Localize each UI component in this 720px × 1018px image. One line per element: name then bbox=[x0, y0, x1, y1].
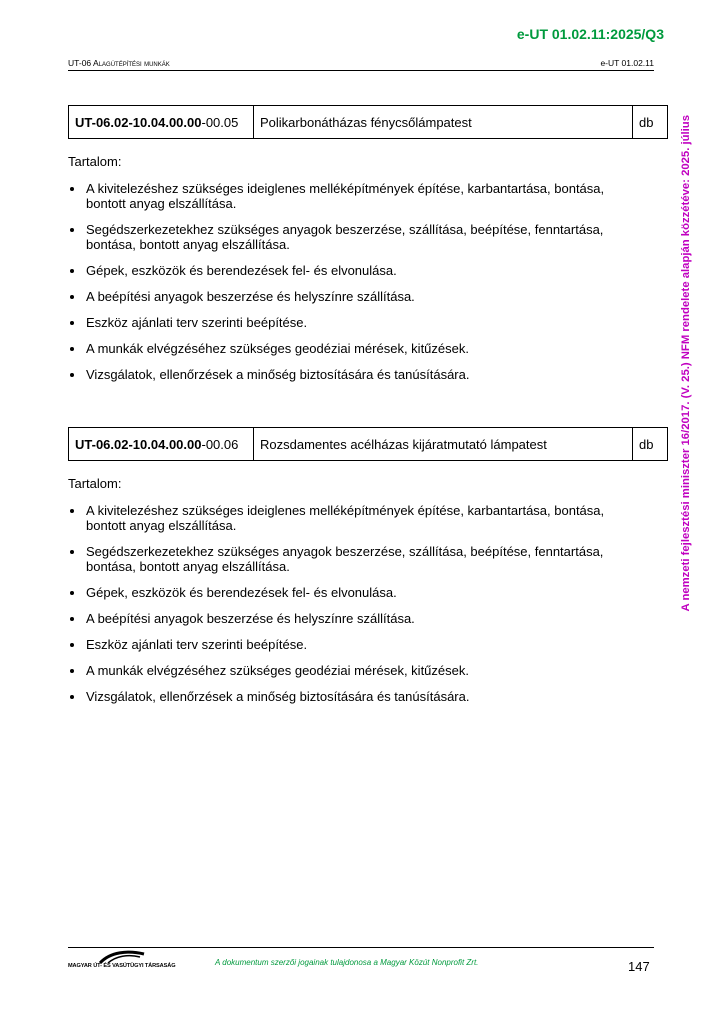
item-table bbox=[68, 427, 668, 461]
list-item: Gépek, eszközök és berendezések fel- és elvonulása. bbox=[68, 263, 628, 278]
organization-logo bbox=[68, 950, 176, 974]
list-item: A munkák elvégzéséhez szükséges geodéziai mérések, kitűzések. bbox=[68, 341, 628, 356]
footer-rule bbox=[68, 947, 654, 948]
document-code: e-UT 01.02.11:2025/Q3 bbox=[516, 26, 664, 42]
copyright-notice: A dokumentum szerzői jogainak tulajdonosa a Magyar Közút Nonprofit Zrt. bbox=[215, 958, 479, 967]
section-content bbox=[68, 154, 628, 393]
logo-text: MAGYAR ÚT- ÉS VASÚTÜGYI TÁRSASÁG bbox=[68, 963, 176, 969]
item-description: Polikarbonátházas fénycsőlámpatest bbox=[254, 106, 633, 138]
item-code-suffix: -00.06 bbox=[201, 436, 239, 452]
content-lead: Tartalom: bbox=[68, 476, 122, 491]
content-lead: Tartalom: bbox=[68, 154, 122, 169]
item-unit: db bbox=[639, 114, 654, 130]
road-logo-icon bbox=[98, 950, 146, 964]
list-item: Vizsgálatok, ellenőrzések a minőség biztosítására és tanúsítására. bbox=[68, 367, 628, 382]
list-item: Gépek, eszközök és berendezések fel- és elvonulása. bbox=[68, 585, 628, 600]
item-table bbox=[68, 105, 668, 139]
list-item: A kivitelezéshez szükséges ideiglenes melléképítmények építése, karbantartása, bontása, bontott anyag elszállítása. bbox=[68, 181, 628, 211]
item-code-suffix: -00.05 bbox=[201, 114, 239, 130]
section-content bbox=[68, 476, 628, 715]
document-reference: e-UT 01.02.11 bbox=[600, 58, 654, 68]
item-code bbox=[69, 106, 254, 138]
side-note bbox=[674, 96, 698, 630]
section-title: UT-06 Alagútépítési munkák bbox=[68, 58, 170, 68]
content-list bbox=[68, 503, 628, 704]
item-description: Rozsdamentes acélházas kijáratmutató lámpatest bbox=[254, 428, 633, 460]
list-item: A beépítési anyagok beszerzése és helyszínre szállítása. bbox=[68, 611, 628, 626]
list-item: A beépítési anyagok beszerzése és helyszínre szállítása. bbox=[68, 289, 628, 304]
content-list bbox=[68, 181, 628, 382]
page-number: 147 bbox=[628, 959, 650, 974]
list-item: A kivitelezéshez szükséges ideiglenes melléképítmények építése, karbantartása, bontása, bontott anyag elszállítása. bbox=[68, 503, 628, 533]
side-note-text: A nemzeti fejlesztési miniszter 16/2017. (V. 25.) NFM rendelete alapján közzétéve: 2025. július bbox=[680, 114, 692, 612]
item-code bbox=[69, 428, 254, 460]
list-item: Segédszerkezetekhez szükséges anyagok beszerzése, szállítása, beépítése, fenntartása, bontása, bontott anyag elszállítása. bbox=[68, 222, 628, 252]
item-code-bold: UT-06.02-10.04.00.00 bbox=[75, 436, 202, 452]
list-item: A munkák elvégzéséhez szükséges geodéziai mérések, kitűzések. bbox=[68, 663, 628, 678]
list-item: Eszköz ajánlati terv szerinti beépítése. bbox=[68, 637, 628, 652]
list-item: Vizsgálatok, ellenőrzések a minőség biztosítására és tanúsítására. bbox=[68, 689, 628, 704]
list-item: Eszköz ajánlati terv szerinti beépítése. bbox=[68, 315, 628, 330]
item-code-bold: UT-06.02-10.04.00.00 bbox=[75, 114, 202, 130]
list-item: Segédszerkezetekhez szükséges anyagok beszerzése, szállítása, beépítése, fenntartása, bontása, bontott anyag elszállítása. bbox=[68, 544, 628, 574]
running-header bbox=[68, 58, 654, 71]
item-unit: db bbox=[639, 436, 654, 452]
